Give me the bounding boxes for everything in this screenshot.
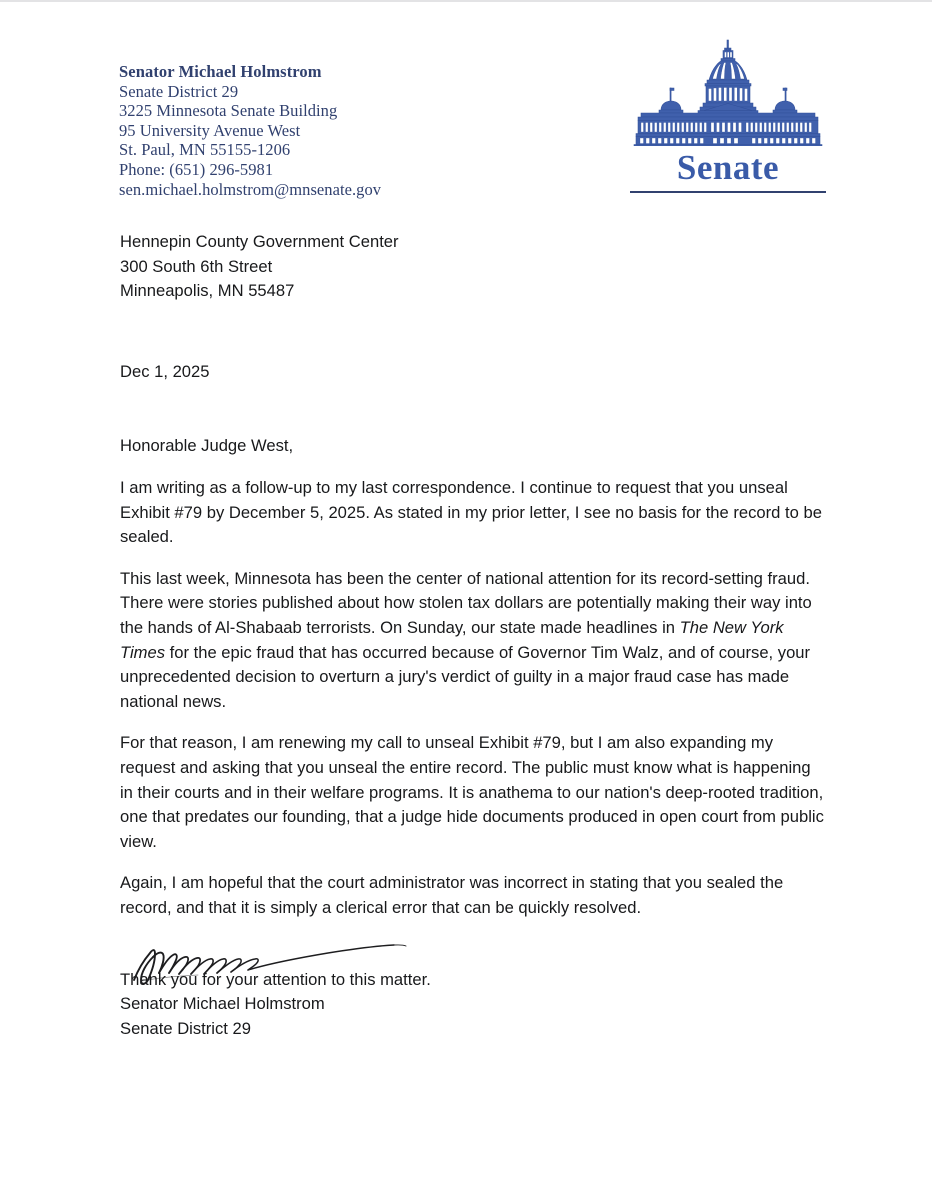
letter-paragraph-2: This last week, Minnesota has been the center of national attention for its record-setting fraud. There were stories published about how stolen tax dollars are potentially making their way into the hands of Al-Shabaab terrorists. On Sunday, our state made headlines in The New York Times for the epic fraud that has occurred because of Governor Tim Walz, and of course, your unprecedented decision to overturn a jury's verdict of guilty in a major fraud case has made national news. <box>120 568 812 711</box>
letter-closing: Thank you for your attention to this matter. <box>120 970 431 990</box>
letterhead-city-state-zip: St. Paul, MN 55155-1206 <box>119 140 291 160</box>
letterhead-senator-name: Senator Michael Holmstrom <box>119 62 322 81</box>
letterhead-district: Senate District 29 <box>119 81 239 101</box>
signature-block <box>120 940 540 1041</box>
letter-date: Dec 1, 2025 <box>120 361 210 381</box>
senate-wordmark: Senate <box>676 148 780 187</box>
letterhead-block <box>119 62 381 199</box>
signature-name: Senator Michael Holmstrom <box>120 994 325 1013</box>
letterhead-street: 95 University Avenue West <box>119 120 301 140</box>
letterhead-building: 3225 Minnesota Senate Building <box>119 101 338 121</box>
letter-paragraph-4: Again, I am hopeful that the court administrator was incorrect in stating that you sealed the record, and that it is simply a clerical error that can be quickly resolved. <box>120 873 784 917</box>
letterhead-email: sen.michael.holmstrom@mnsenate.gov <box>119 179 382 199</box>
minnesota-state-capitol-icon <box>618 34 838 146</box>
letter-body <box>120 230 826 993</box>
handwritten-signature-icon <box>128 940 418 985</box>
recipient-line-1: Hennepin County Government Center <box>120 232 399 251</box>
letter-header <box>0 2 932 217</box>
recipient-address <box>120 230 826 304</box>
senate-logo <box>618 34 838 193</box>
senate-logo-rule <box>630 191 826 193</box>
recipient-line-2: 300 South 6th Street <box>120 256 273 276</box>
signature-name-block <box>120 985 540 1041</box>
letter-salutation: Honorable Judge West, <box>120 436 294 456</box>
letter-paragraph-3: For that reason, I am renewing my call to unseal Exhibit #79, but I am also expanding my request and asking that you unseal the entire record. The public must know what is happening in their courts and in their welfare programs. It is anathema to our nation's deep-rooted tradition, one that predates our founding, that a judge hide documents produced in open court from public view. <box>120 733 824 851</box>
letter-paragraph-1: I am writing as a follow-up to my last correspondence. I continue to request that you unseal Exhibit #79 by December 5, 2025. As stated in my prior letter, I see no basis for the record to be sealed. <box>120 477 822 547</box>
recipient-line-3: Minneapolis, MN 55487 <box>120 281 295 301</box>
letterhead-phone: Phone: (651) 296-5981 <box>119 159 274 179</box>
signature-district: Senate District 29 <box>120 1018 251 1038</box>
